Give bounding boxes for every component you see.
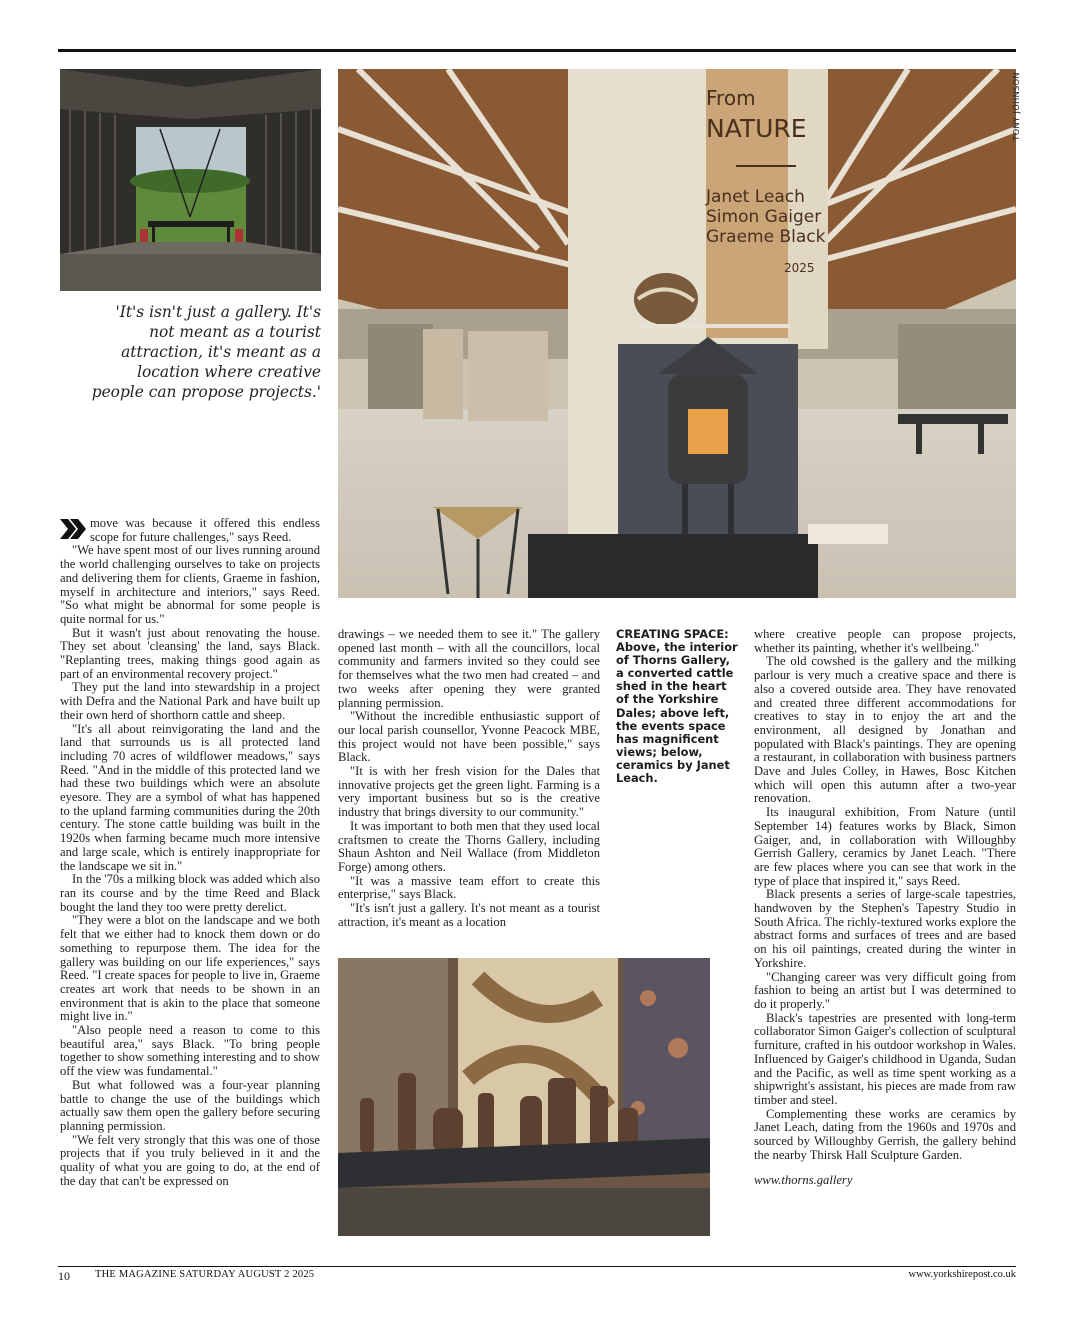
poster-line-1: From bbox=[706, 86, 756, 110]
col1-para-1-text: move was because it offered this endless scope for future challenges," says Reed. bbox=[90, 516, 320, 544]
pull-quote: 'It's isn't just a gallery. It's not meant as a tourist attraction, it's meant as a location where creative people can propose projects.' bbox=[91, 303, 321, 401]
poster-name-3: Graeme Black bbox=[706, 227, 826, 247]
page-number: 10 bbox=[58, 1269, 70, 1283]
article-column-1 bbox=[60, 517, 320, 1188]
website-link[interactable]: www.thorns.gallery bbox=[754, 1173, 853, 1188]
col1-para-1 bbox=[60, 517, 320, 544]
col4-para-1: where creative people can propose projects, whether its painting, whether it's wellbeing." bbox=[754, 627, 1016, 655]
col1-para-6: In the '70s a milking block was added which also ran its course and by the time Reed and Black bought the land they too were pretty derelict. bbox=[60, 872, 320, 914]
col1-para-4: They put the land into stewardship in a project with Defra and the National Park and have built up their own herd of shorthorn cattle and sheep. bbox=[60, 680, 320, 722]
col4-para-6: Black's tapestries are presented with long-term collaborator Simon Gaiger's collection of sculptural furniture, crafted in his outdoor workshop in Wales. Influenced by Gaiger's childhood in Uganda, Sudan and the Pacific, as well as time spent working as a shipwright's assistant, his pieces are made from raw timber and steel. bbox=[754, 1010, 1016, 1107]
col2-para-6: "It's isn't just a gallery. It's not meant as a tourist attraction, it's meant as a location bbox=[338, 901, 600, 929]
col2-para-1: drawings – we needed them to see it." The gallery opened last month – with all the councillors, local community and farmers invited so they could see for themselves what the two men had created – and two weeks after opening they were granted planning permission. bbox=[338, 627, 600, 710]
events-space-photo bbox=[60, 69, 321, 291]
poster-line-2: NATURE bbox=[706, 114, 807, 143]
col4-para-3: Its inaugural exhibition, From Nature (until September 14) features works by Black, Simon Gaiger, and, in collaboration with Willoughby Gerrish Gallery, ceramics by Janet Leach. "There are few places where you can see that work in the type of place that inspired it," says Reed. bbox=[754, 805, 1016, 888]
poster-name-1: Janet Leach bbox=[706, 187, 805, 207]
footer-url[interactable]: www.yorkshirepost.co.uk bbox=[908, 1269, 1016, 1280]
col4-para-4: Black presents a series of large-scale tapestries, handwoven by the Stephen's Tapestry Studio in South Africa. The richly-textured works explore the abstract forms and surfaces of trees and are based on his oil paintings, created during the winter in Yorkshire. bbox=[754, 887, 1016, 970]
article-column-2 bbox=[338, 628, 600, 929]
poster-divider bbox=[736, 165, 796, 167]
col1-para-10: "We felt very strongly that this was one of those projects that if you truly believed in it and the quality of what you are going to do, at the end of the day that can't be expressed on bbox=[60, 1132, 320, 1188]
exhibition-poster bbox=[706, 86, 826, 275]
col1-para-5: "It's all about reinvigorating the land and the land that surrounds us is all protected land including 70 acres of wildflower meadows," says Reed. "And in the middle of this protected land we had these two buildings which were an absolute eyesore. They are a symbol of what has happened to the upland farming communities during the 20th century. The stone cattle building was built in the 1920s when farming became much more intensive and large scale, which is entirely inappropriate for the landscape we sit in." bbox=[60, 721, 320, 873]
gallery-interior-photo bbox=[338, 69, 1016, 598]
col4-para-5: "Changing career was very difficult going from fashion to being an artist but I was determined to do it properly." bbox=[754, 969, 1016, 1011]
photo-credit: TONY JOHNSON bbox=[1012, 72, 1021, 141]
col1-para-9: But what followed was a four-year planning battle to change the use of the buildings which actually saw them open the gallery before securing planning permission. bbox=[60, 1077, 320, 1133]
col2-para-2: "Without the incredible enthusiastic support of our local parish counsellor, Yvonne Peacock MBE, this project would not have been possible," says Black. bbox=[338, 709, 600, 765]
poster-name-2: Simon Gaiger bbox=[706, 207, 822, 227]
col1-para-2: "We have spent most of our lives running around the world challenging ourselves to take on projects and delivering them for clients, Graeme in fashion, myself in architecture and interiors," says Reed. "So what might be abnormal for some people is quite normal for us." bbox=[60, 543, 320, 626]
footer-rule bbox=[58, 1266, 1016, 1267]
top-rule bbox=[58, 49, 1016, 52]
col2-para-3: "It is with her fresh vision for the Dales that innovative projects get the green light. Farming is a very important business but so is the creative industry that brings diversity to our community." bbox=[338, 764, 600, 820]
col1-para-3: But it wasn't just about renovating the house. They set about 'cleansing' the land, says Black. "Replanting trees, making things good again as part of an environmental recovery project." bbox=[60, 625, 320, 681]
col2-para-5: "It was a massive team effort to create this enterprise," says Black. bbox=[338, 873, 600, 902]
col1-para-8: "Also people need a reason to come to this beautiful area," says Black. "To bring people together to show something interesting and to show off the view was fundamental." bbox=[60, 1023, 320, 1079]
col4-para-7: Complementing these works are ceramics by Janet Leach, dating from the 1960s and 1970s and sourced by Willoughby Gerrish, the gallery behind the nearby Thirsk Hall Sculpture Garden. bbox=[754, 1106, 1016, 1162]
article-column-4 bbox=[754, 628, 1016, 1188]
double-chevron-icon bbox=[60, 519, 86, 539]
photo-caption: CREATING SPACE: Above, the interior of Thorns Gallery, a converted cattle shed in the heart of the Yorkshire Dales; above left, the events space has magnificent views; below, ceramics by Janet Leach. bbox=[616, 627, 738, 786]
ceramics-photo bbox=[338, 958, 710, 1236]
col2-para-4: It was important to both men that they used local craftsmen to create the Thorns Gallery, including Shaun Ashton and Neil Wallace (from Middleton Forge) among others. bbox=[338, 818, 600, 874]
magazine-date: THE MAGAZINE SATURDAY AUGUST 2 2025 bbox=[95, 1269, 315, 1280]
col1-para-7: "They were a blot on the landscape and we both felt that we either had to knock them down or do something to repurpose them. The idea for the gallery was building on our life experiences," says Reed. "I create spaces for people to live in, Graeme creates art work that needs to be shown in an environment that is akin to the place that someone might live in." bbox=[60, 913, 320, 1024]
poster-year: 2025 bbox=[784, 261, 815, 275]
col4-para-2: The old cowshed is the gallery and the milking parlour is very much a creative space and there is also a covered outside area. They have renovated and created three different accommodations for creatives to stay in to enjoy the art and the environment, all designed by Jonathan and populated with Black's paintings. They are opening a restaurant, in collaboration with business partners Dave and Jules Colley, in Hawes, Bosc Kitchen which will open this autumn after a two-year renovation. bbox=[754, 654, 1016, 806]
